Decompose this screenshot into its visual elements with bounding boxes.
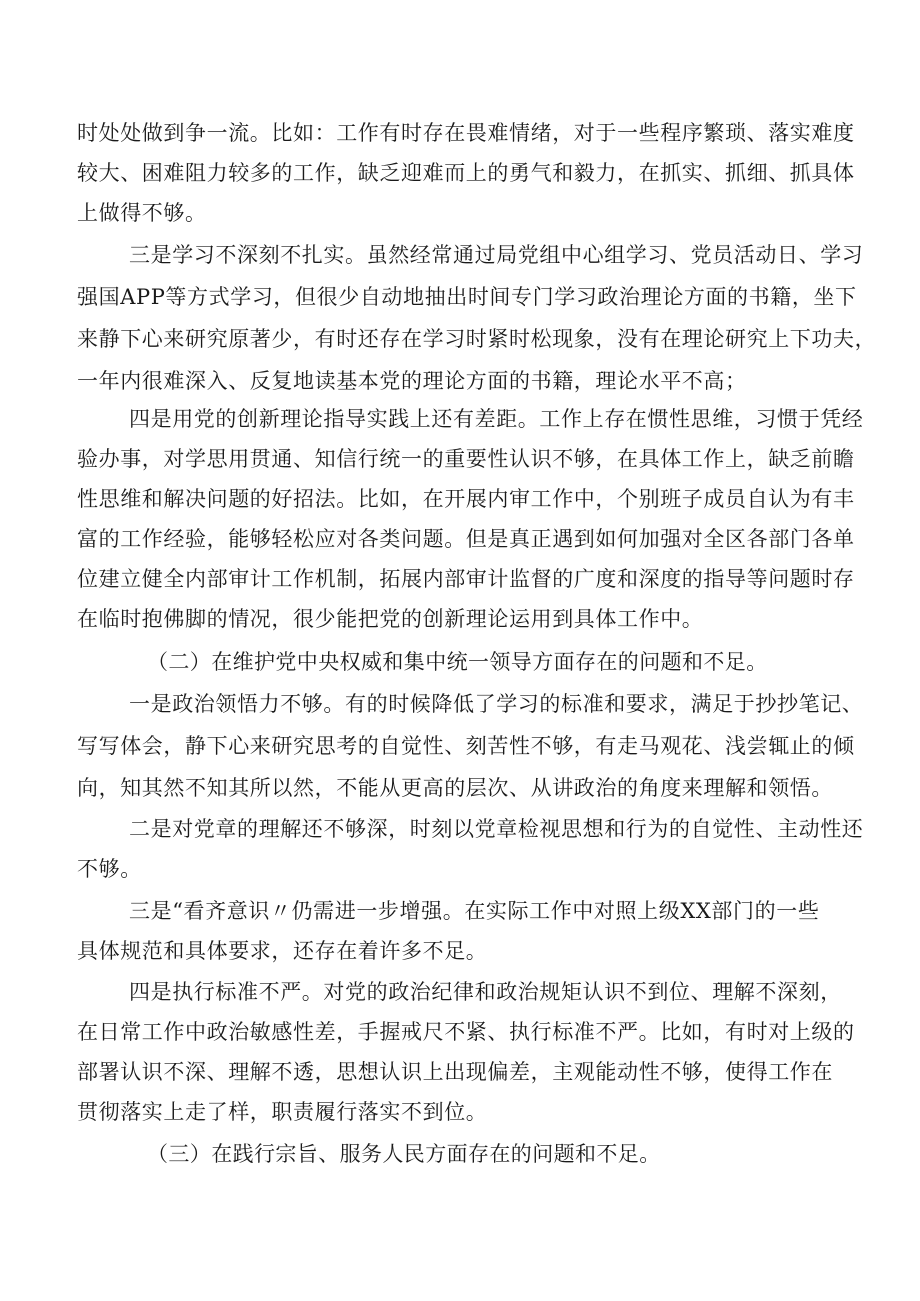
text-line: 强国APP等方式学习，但很少自动地抽出时间专门学习政治理论方面的书籍，坐下 xyxy=(77,285,857,309)
text-line: 性思维和解决问题的好招法。比如，在开展内审工作中，个别班子成员自认为有丰 xyxy=(77,487,855,511)
text-line: 向，知其然不知其所以然，不能从更高的层次、从讲政治的角度来理解和领悟。 xyxy=(77,776,833,800)
text-line: 四是用党的创新理论指导实践上还有差距。工作上存在惯性思维，习惯于凭经 xyxy=(129,407,864,431)
text-line: 二是对党章的理解还不够深，时刻以党章检视思想和行为的自觉性、主动性还 xyxy=(129,817,864,841)
text-line: 在临时抱佛脚的情况，很少能把党的创新理论运用到具体工作中。 xyxy=(77,607,704,631)
text-line: 写写体会，静下心来研究思考的自觉性、刻苦性不够，有走马观花、浅尝辄止的倾 xyxy=(77,734,855,758)
text-line: 一年内很难深入、反复地读基本党的理论方面的书籍，理论水平不高； xyxy=(77,369,747,393)
text-line: 具体规范和具体要求，还存在着许多不足。 xyxy=(77,939,488,963)
text-line: 部署认识不深、理解不透，思想认识上出现偏差，主观能动性不够，使得工作在 xyxy=(77,1060,833,1084)
text-line: 三是“看齐意识〃仍需进一步增强。在实际工作中对照上级XX部门的一些 xyxy=(129,899,820,923)
text-line: 验办事，对学思用贯通、知信行统一的重要性认识不够，在具体工作上，缺乏前瞻 xyxy=(77,447,855,471)
text-line: 在日常工作中政治敏感性差，手握戒尺不紧、执行标准不严。比如，有时对上级的 xyxy=(77,1020,855,1044)
text-line: 位建立健全内部审计工作机制，拓展内部审计监督的广度和深度的指导等问题时存 xyxy=(77,567,855,591)
text-line: 富的工作经验，能够轻松应对各类问题。但是真正遇到如何加强对全区各部门各单 xyxy=(77,527,855,551)
text-line: 来静下心来研究原著少，有时还存在学习时紧时松现象，没有在理论研究上下功夫， xyxy=(77,327,877,351)
text-line: 三是学习不深刻不扎实。虽然经常通过局党组中心组学习、党员活动日、学习 xyxy=(129,243,864,267)
text-line: 贯彻落实上走了样，职责履行落实不到位。 xyxy=(77,1100,488,1124)
text-line: 一是政治领悟力不够。有的时候降低了学习的标准和要求，满足于抄抄笔记、 xyxy=(129,692,864,716)
text-line: 时处处做到争一流。比如：工作有时存在畏难情绪，对于一些程序繁琐、落实难度 xyxy=(77,121,855,145)
text-line: 不够。 xyxy=(77,857,142,881)
text-line: 较大、困难阻力较多的工作，缺乏迎难而上的勇气和毅力，在抓实、抓细、抓具体 xyxy=(77,161,855,185)
section-heading: （三）在践行宗旨、服务人民方面存在的问题和不足。 xyxy=(147,1142,661,1166)
text-line: 上做得不够。 xyxy=(77,201,207,225)
section-heading: （二）在维护党中央权威和集中统一领导方面存在的问题和不足。 xyxy=(147,650,768,674)
text-line: 四是执行标准不严。对党的政治纪律和政治规矩认识不到位、理解不深刻， xyxy=(129,980,842,1004)
